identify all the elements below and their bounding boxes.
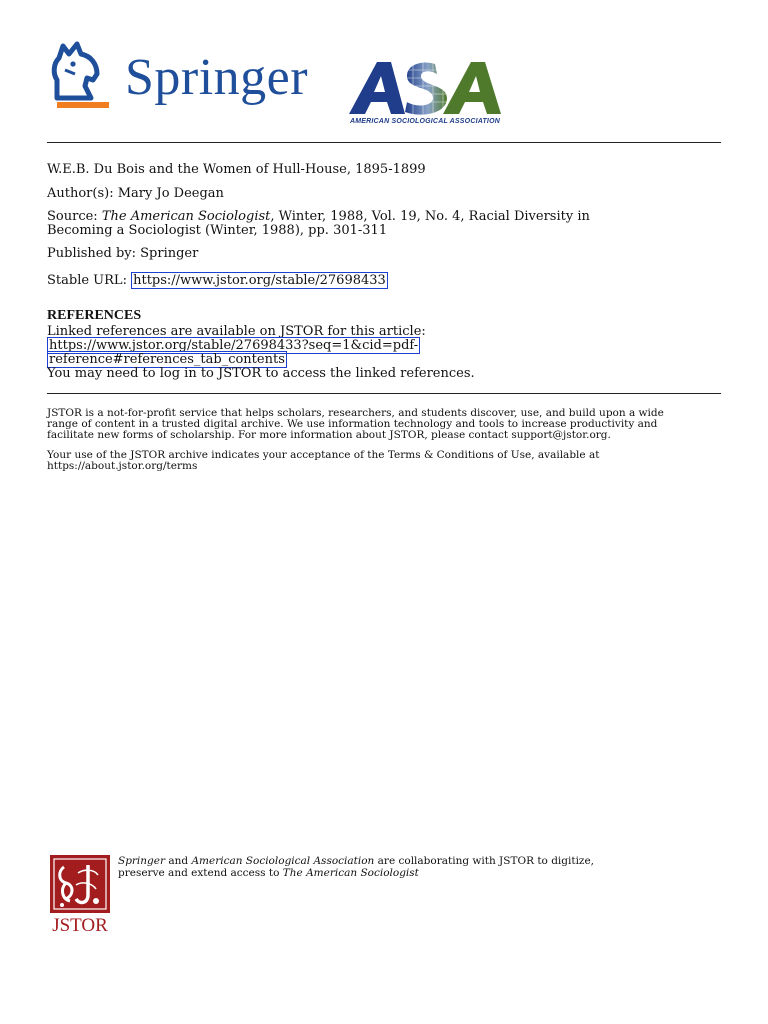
- author-label: Author(s):: [47, 186, 114, 201]
- references-login-note: You may need to log in to JSTOR to access the linked references.: [47, 366, 475, 381]
- publisher-name: Springer: [140, 246, 199, 261]
- collaboration-line-2: [118, 867, 594, 879]
- references-intro: Linked references are available on JSTOR for this article:: [47, 324, 426, 339]
- divider-top: [47, 142, 721, 143]
- source-line: [47, 209, 590, 224]
- stable-url-link[interactable]: https://www.jstor.org/stable/27698433: [133, 273, 386, 288]
- article-title: W.E.B. Du Bois and the Women of Hull-House, 1895-1899: [47, 162, 426, 177]
- source-label: Source:: [47, 209, 98, 224]
- references-link-part-2[interactable]: reference#references_tab_contents: [49, 352, 285, 367]
- published-label: Published by:: [47, 246, 136, 261]
- references-link-line-2: [47, 352, 287, 367]
- terms-url[interactable]: https://about.jstor.org/terms: [47, 460, 198, 472]
- source-details: , Winter, 1988, Vol. 19, No. 4, Racial Diversity in: [270, 209, 590, 224]
- publisher-logos: [47, 40, 527, 132]
- footer-line2-prefix: preserve and extend access to: [118, 867, 283, 879]
- asa-full-name: AMERICAN SOCIOLOGICAL ASSOCIATION: [350, 118, 500, 125]
- notice-line: range of content in a trusted digital archive. We use information technology and tools to increase productivity and: [47, 418, 658, 430]
- notice-line: JSTOR is a not-for-profit service that helps scholars, researchers, and students discover, use, and build upon a wide: [47, 407, 664, 419]
- footer-springer: Springer: [118, 855, 166, 867]
- footer-asa: American Sociological Association: [191, 855, 375, 867]
- divider-bottom: [47, 393, 721, 394]
- jstor-notice: [47, 408, 727, 441]
- author-name: Mary Jo Deegan: [117, 186, 224, 201]
- footer-collab: are collaborating with JSTOR to digitize,: [374, 855, 595, 867]
- published-line: [47, 246, 198, 261]
- stable-url-label: Stable URL:: [47, 273, 127, 288]
- references-heading: REFERENCES: [47, 308, 142, 323]
- stable-url-line: [47, 273, 388, 288]
- jstor-logo-icon: [48, 855, 112, 937]
- springer-wordmark: Springer: [125, 49, 309, 106]
- terms-notice: [47, 450, 727, 472]
- collaboration-note: [118, 855, 594, 879]
- source-line-2: Becoming a Sociologist (Winter, 1988), pp. 301-311: [47, 223, 388, 238]
- terms-line: Your use of the JSTOR archive indicates your acceptance of the Terms & Conditions of Use, available at: [47, 449, 600, 461]
- jstor-wordmark: JSTOR: [52, 915, 108, 936]
- references-link-part-1[interactable]: https://www.jstor.org/stable/27698433?seq=1&cid=pdf-: [49, 338, 419, 353]
- source-journal: The American Sociologist: [101, 209, 271, 224]
- notice-line: facilitate new forms of scholarship. For more information about JSTOR, please contact support@jstor.org.: [47, 429, 611, 441]
- footer-and: and: [165, 855, 192, 867]
- springer-knight-logo-icon: [47, 40, 112, 112]
- author-line: [47, 186, 224, 201]
- collaboration-line-1: [118, 855, 594, 867]
- footer-journal: The American Sociologist: [282, 867, 419, 879]
